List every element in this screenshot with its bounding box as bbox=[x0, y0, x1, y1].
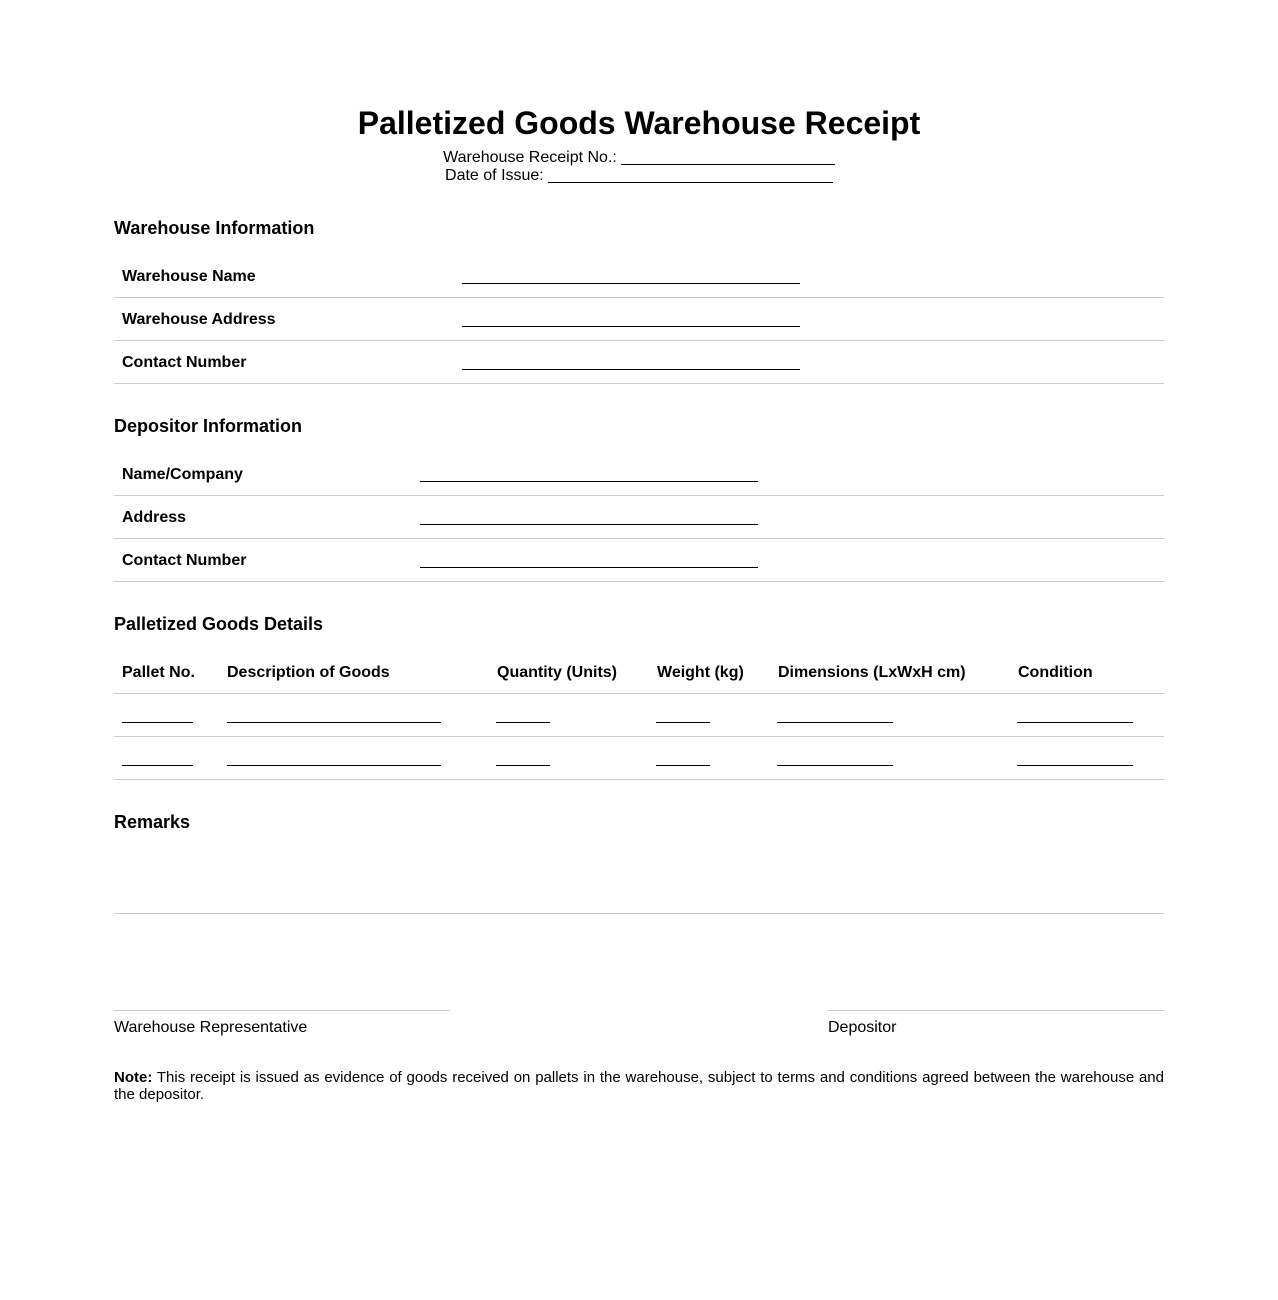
warehouse-address-label: Warehouse Address bbox=[122, 311, 276, 328]
condition-cell[interactable] bbox=[1017, 765, 1133, 766]
remarks-field[interactable] bbox=[114, 845, 1164, 914]
warehouse-name-field[interactable] bbox=[462, 283, 800, 284]
date-of-issue-label: Date of Issue: bbox=[445, 167, 544, 184]
table-row bbox=[114, 737, 1164, 780]
warehouse-representative-label: Warehouse Representative bbox=[114, 1019, 308, 1036]
warehouse-contact-row bbox=[114, 341, 1164, 384]
goods-details-heading: Palletized Goods Details bbox=[114, 614, 324, 634]
depositor-address-label: Address bbox=[122, 509, 187, 526]
depositor-signature bbox=[828, 1010, 1164, 1038]
column-header-condition: Condition bbox=[1018, 664, 1093, 681]
date-of-issue-line bbox=[114, 167, 1164, 185]
description-cell[interactable] bbox=[227, 765, 441, 766]
column-header-pallet-no: Pallet No. bbox=[122, 664, 195, 681]
depositor-name-row bbox=[114, 453, 1164, 496]
column-header-weight: Weight (kg) bbox=[657, 664, 744, 681]
receipt-number-field[interactable]: ________________________ bbox=[621, 149, 835, 166]
receipt-number-line bbox=[114, 149, 1164, 167]
warehouse-representative-signature bbox=[114, 1010, 450, 1038]
depositor-address-row bbox=[114, 496, 1164, 539]
warehouse-address-field[interactable] bbox=[462, 326, 800, 327]
warehouse-name-row bbox=[114, 255, 1164, 298]
signature-line[interactable] bbox=[828, 1010, 1164, 1011]
column-header-dimensions: Dimensions (LxWxH cm) bbox=[778, 664, 966, 681]
page-title: Palletized Goods Warehouse Receipt bbox=[357, 105, 921, 141]
dimensions-cell[interactable] bbox=[777, 722, 893, 723]
depositor-address-field[interactable] bbox=[420, 524, 758, 525]
receipt-number-label: Warehouse Receipt No.: bbox=[443, 149, 617, 166]
dimensions-cell[interactable] bbox=[777, 765, 893, 766]
depositor-name-label: Name/Company bbox=[122, 466, 243, 483]
pallet-no-cell[interactable] bbox=[122, 765, 193, 766]
warehouse-contact-label: Contact Number bbox=[122, 354, 247, 371]
depositor-contact-field[interactable] bbox=[420, 567, 758, 568]
depositor-label: Depositor bbox=[828, 1019, 897, 1036]
remarks-heading: Remarks bbox=[114, 812, 191, 832]
table-row bbox=[114, 694, 1164, 737]
footer-note bbox=[114, 1069, 1164, 1103]
warehouse-address-row bbox=[114, 298, 1164, 341]
note-text: This receipt is issued as evidence of goods received on pallets in the warehouse, subject to terms and conditions agreed between the warehouse and the depositor. bbox=[114, 1069, 1164, 1103]
warehouse-info-heading: Warehouse Information bbox=[114, 218, 315, 238]
column-header-quantity: Quantity (Units) bbox=[497, 664, 617, 681]
description-cell[interactable] bbox=[227, 722, 441, 723]
date-of-issue-field[interactable]: ________________________________ bbox=[548, 167, 833, 184]
note-label: Note: bbox=[114, 1069, 153, 1086]
pallet-no-cell[interactable] bbox=[122, 722, 193, 723]
depositor-contact-row bbox=[114, 539, 1164, 582]
quantity-cell[interactable] bbox=[496, 722, 550, 723]
column-header-description: Description of Goods bbox=[227, 664, 390, 681]
depositor-contact-label: Contact Number bbox=[122, 552, 247, 569]
quantity-cell[interactable] bbox=[496, 765, 550, 766]
condition-cell[interactable] bbox=[1017, 722, 1133, 723]
warehouse-name-label: Warehouse Name bbox=[122, 268, 256, 285]
depositor-info-heading: Depositor Information bbox=[114, 416, 302, 436]
goods-table-header bbox=[114, 651, 1164, 694]
weight-cell[interactable] bbox=[656, 765, 710, 766]
warehouse-contact-field[interactable] bbox=[462, 369, 800, 370]
weight-cell[interactable] bbox=[656, 722, 710, 723]
signature-line[interactable] bbox=[114, 1010, 450, 1011]
depositor-name-field[interactable] bbox=[420, 481, 758, 482]
